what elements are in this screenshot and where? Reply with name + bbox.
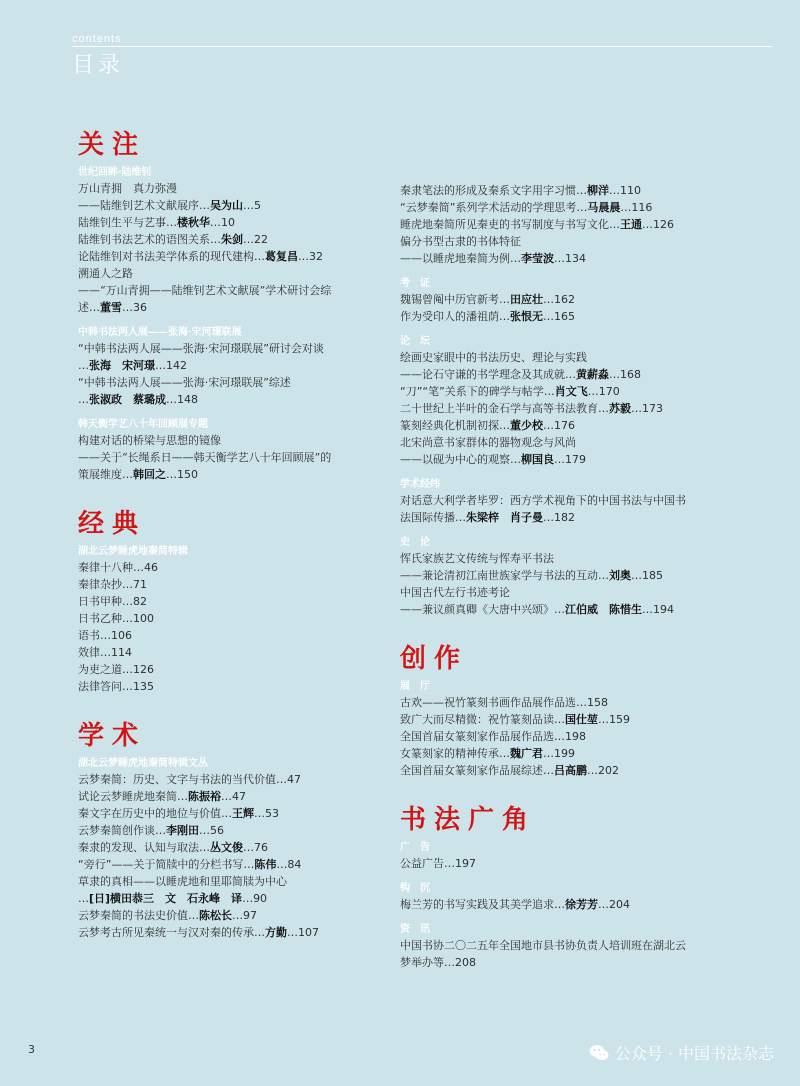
entry-page: …173 (631, 402, 663, 415)
toc-entry (78, 391, 408, 408)
entry-title: “刀”“笔”关系下的碑学与帖学… (400, 385, 555, 398)
entry-title: 中国书协二〇二五年全国地市县书协负责人培训班在湖北云 (400, 939, 686, 952)
entry-page: …126 (642, 218, 674, 231)
toc-entry (78, 559, 408, 576)
entry-title: ——论石守谦的书学理念及其成就… (400, 368, 576, 381)
toc-entry (78, 214, 408, 231)
toc-entry (400, 694, 730, 711)
entry-page: …182 (543, 511, 575, 524)
entry-page: …5 (243, 199, 261, 212)
toc-entry (78, 374, 408, 391)
section-title: 学术 (78, 721, 147, 751)
toc-entry (78, 357, 408, 374)
entry-title: 云梦秦简创作谈… (78, 824, 166, 837)
entry-author: 苏毅 (609, 402, 631, 415)
entry-title: 日书甲种…82 (78, 595, 147, 608)
entry-author: 王辉 (232, 807, 254, 820)
toc-entry (400, 216, 730, 233)
entry-page: …110 (609, 184, 641, 197)
entry-page: …90 (242, 892, 268, 905)
subsection-heading: 世纪回眸·陆维钊 (78, 167, 152, 178)
entry-author: 董少校 (510, 419, 543, 432)
entry-author: 柳国良 (521, 453, 554, 466)
toc-entry (400, 349, 730, 366)
toc-entry (400, 601, 730, 618)
entry-title: 构建对话的桥梁与思想的镜像 (78, 434, 221, 447)
entry-title: 云梦考古所见秦统一与汉对秦的传承… (78, 926, 265, 939)
toc-entry (400, 855, 730, 872)
contents-label-zh: 目录 (72, 53, 125, 78)
toc-entry (400, 745, 730, 762)
entry-title: ——关于“长绳系日——韩天衡学艺八十年回顾展”的 (78, 451, 332, 464)
entry-page: …202 (587, 764, 619, 777)
toc-entry (78, 661, 408, 678)
entry-title: 秦律杂抄…71 (78, 578, 147, 591)
entry-author: 黄薪淼 (576, 368, 609, 381)
toc-entry (78, 924, 408, 941)
toc-entry (78, 771, 408, 788)
toc-entry (78, 788, 408, 805)
toc-entry (78, 678, 408, 695)
entry-title: 对话意大利学者毕罗：西方学术视角下的中国书法与中国书 (400, 494, 686, 507)
section-title: 书法广角 (400, 805, 537, 835)
toc-entry (78, 197, 408, 214)
entry-author: 王通 (620, 218, 642, 231)
entry-author: 柳洋 (587, 184, 609, 197)
toc-entry (400, 896, 730, 913)
entry-page: …159 (598, 713, 630, 726)
toc-entry (400, 366, 730, 383)
subsection-heading: 湖北云梦睡虎地秦简特辑 (78, 546, 188, 557)
entry-page: …97 (232, 909, 257, 922)
entry-author: 刘奥 (609, 569, 631, 582)
entry-author: 楼秋华 (177, 216, 210, 229)
entry-title: “旁行”——关于简牍中的分栏书写… (78, 858, 255, 871)
entry-title: “中韩书法两人展——张海·宋河璟联展”综述 (78, 376, 291, 389)
entry-title: 睡虎地秦简所见秦吏的书写制度与书写文化… (400, 218, 620, 231)
watermark (589, 1041, 774, 1064)
entry-title: 秦隶笔法的形成及秦系文字用字习惯… (400, 184, 587, 197)
toc-entry (78, 340, 408, 357)
entry-title: 致广大而尽精微：祝竹篆刻品读… (400, 713, 565, 726)
entry-title: 效律…114 (78, 646, 132, 659)
entry-author: 张淑政 蔡璐成 (89, 393, 166, 406)
toc-entry (78, 644, 408, 661)
subsection-heading: 学术经纬 (400, 479, 440, 490)
entry-author: 陈振裕 (188, 790, 221, 803)
entry-title: 日书乙种…100 (78, 612, 154, 625)
entry-page: …176 (543, 419, 575, 432)
entry-page: …194 (642, 603, 674, 616)
toc-right-column (400, 182, 730, 971)
entry-title: 篆刻经典化机制初探… (400, 419, 510, 432)
entry-title: 作为受印人的潘祖荫… (400, 310, 510, 323)
toc-entry (78, 449, 408, 466)
entry-page: …84 (276, 858, 302, 871)
entry-title: 二十世纪上半叶的金石学与高等书法教育… (400, 402, 609, 415)
toc-entry (78, 231, 408, 248)
toc-entry (78, 890, 408, 907)
toc-entry (78, 822, 408, 839)
entry-title: 万山青拥 真力弥漫 (78, 182, 177, 195)
section-title: 创作 (400, 644, 469, 674)
entry-page: …76 (243, 841, 268, 854)
toc-entry (78, 265, 408, 282)
section-title: 关注 (78, 130, 147, 160)
toc-entry (400, 451, 730, 468)
entry-title: 魏锡曾阄中历官新考… (400, 293, 510, 306)
entry-title: 恽氏家族艺文传统与恽寿平书法 (400, 552, 554, 565)
entry-author: 韩回之 (133, 468, 166, 481)
toc-entry (78, 466, 408, 483)
entry-title: ——以砚为中心的观察… (400, 453, 521, 466)
subsection-heading: 广 告 (400, 842, 430, 853)
entry-page: …56 (199, 824, 224, 837)
contents-label-en: contents (72, 33, 122, 45)
subsection-heading: 论 坛 (400, 336, 430, 347)
entry-title: 秦文字在历史中的地位与价值… (78, 807, 232, 820)
toc-entry (78, 593, 408, 610)
subsection-heading: 钩 沉 (400, 883, 430, 894)
toc-entry (400, 550, 730, 567)
entry-title: 陆维钊书法艺术的语图关系… (78, 233, 221, 246)
entry-page: …148 (166, 393, 198, 406)
entry-author: 陈松长 (199, 909, 232, 922)
entry-page: …168 (609, 368, 641, 381)
toc-entry (78, 432, 408, 449)
entry-title: 梦举办等…208 (400, 956, 476, 969)
toc-entry (400, 492, 730, 509)
wechat-icon (589, 1044, 609, 1062)
entry-author: 徐芳芳 (565, 898, 598, 911)
entry-title: 梅兰芳的书写实践及其美学追求… (400, 898, 565, 911)
entry-title: 公益广告…197 (400, 857, 476, 870)
entry-author: 李刚田 (166, 824, 199, 837)
entry-author: 吴为山 (210, 199, 243, 212)
entry-page: …107 (287, 926, 319, 939)
entry-author: 魏广君 (510, 747, 543, 760)
toc-entry (78, 248, 408, 265)
subsection-heading: 考 证 (400, 278, 430, 289)
toc-entry (400, 291, 730, 308)
toc-entry (400, 711, 730, 728)
toc-entry (400, 954, 730, 971)
entry-title: 中国古代左行书迹考论 (400, 586, 510, 599)
toc-entry (78, 610, 408, 627)
subsection-heading: 韩天衡学艺八十年回顾展专题 (78, 419, 208, 430)
entry-title: 策展维度… (78, 468, 133, 481)
entry-author: 吕高鹏 (554, 764, 587, 777)
toc-entry (78, 576, 408, 593)
entry-title: … (78, 892, 89, 905)
entry-title: 古欢——祝竹篆刻书画作品展作品选…158 (400, 696, 608, 709)
entry-author: 田应壮 (510, 293, 543, 306)
toc-entry (78, 627, 408, 644)
entry-title: 全国首届女篆刻家作品展作品选…198 (400, 730, 586, 743)
entry-title: “云梦秦简”系列学术活动的学理思考… (400, 201, 588, 214)
entry-author: 张恨无 (510, 310, 543, 323)
entry-title: 云梦秦简：历史、文字与书法的当代价值…47 (78, 773, 301, 786)
entry-page: …165 (543, 310, 575, 323)
entry-page: …47 (221, 790, 246, 803)
entry-title: ——兼论清初江南世族家学与书法的互动… (400, 569, 609, 582)
toc-entry (400, 308, 730, 325)
toc-entry (78, 873, 408, 890)
toc-entry (400, 182, 730, 199)
watermark-text: 公众号 · 中国书法杂志 (614, 1044, 774, 1063)
toc-left-column (78, 128, 408, 941)
toc-entry (400, 434, 730, 451)
entry-page: …116 (620, 201, 653, 214)
toc-entry (400, 383, 730, 400)
entry-title: 秦隶的发现、认知与取法… (78, 841, 210, 854)
toc-entry (400, 728, 730, 745)
entry-author: 肖文飞 (554, 385, 588, 398)
entry-title: ——“万山青拥——陆维钊艺术文献展”学术研讨会综 (78, 284, 332, 297)
entry-title: 北宋尚意书家群体的器物观念与风尚 (400, 436, 576, 449)
subsection-heading: 中韩书法两人展——张海·宋河璟联展 (78, 327, 242, 338)
entry-title: 述… (78, 301, 100, 314)
toc-entry (400, 199, 730, 216)
entry-author: 董雪 (100, 301, 122, 314)
entry-author: 国仕堃 (565, 713, 598, 726)
entry-title: 论陆维钊对书法美学体系的现代建构… (78, 250, 265, 263)
entry-author: [日]横田恭三 文 石永峰 译 (89, 892, 243, 905)
entry-page: …170 (587, 385, 620, 398)
entry-author: 李莹波 (521, 252, 554, 265)
entry-page: …179 (554, 453, 586, 466)
entry-page: …185 (631, 569, 663, 582)
entry-title: … (78, 393, 89, 406)
entry-title: 为吏之道…126 (78, 663, 154, 676)
entry-title: ——兼议颜真卿《大唐中兴颂》… (400, 603, 565, 616)
entry-title: 陆维钊生平与艺事… (78, 216, 177, 229)
toc-entry (400, 762, 730, 779)
subsection-heading: 资 讯 (400, 924, 430, 935)
entry-page: …199 (543, 747, 575, 760)
toc-entry (78, 856, 408, 873)
entry-page: …36 (122, 301, 147, 314)
entry-title: 全国首届女篆刻家作品展综述… (400, 764, 554, 777)
entry-title: 法律答问…135 (78, 680, 154, 693)
toc-entry (78, 299, 408, 316)
entry-title: 秦律十八种…46 (78, 561, 158, 574)
entry-title: 溯通人之路 (78, 267, 133, 280)
entry-page: …22 (243, 233, 268, 246)
toc-entry (400, 937, 730, 954)
entry-page: …32 (298, 250, 323, 263)
page-number: 3 (28, 1043, 35, 1056)
entry-title: 语书…106 (78, 629, 132, 642)
entry-title: “中韩书法两人展——张海·宋河璟联展”研讨会对谈 (78, 342, 324, 355)
entry-title: 法国际传播… (400, 511, 466, 524)
entry-author: 朱剑 (221, 233, 243, 246)
toc-entry (78, 907, 408, 924)
entry-title: 偏分书型古隶的书体特征 (400, 235, 521, 248)
entry-author: 陈伟 (254, 858, 277, 871)
header-rule (72, 46, 772, 47)
toc-entry (400, 250, 730, 267)
toc-entry (400, 233, 730, 250)
entry-title: 草隶的真相——以睡虎地和里耶简牍为中心 (78, 875, 287, 888)
entry-author: 江伯威 陈惜生 (565, 603, 642, 616)
entry-title: 女篆刻家的精神传承… (400, 747, 510, 760)
toc-entry (78, 805, 408, 822)
toc-entry (78, 839, 408, 856)
toc-entry (78, 180, 408, 197)
entry-author: 方勤 (265, 926, 287, 939)
subsection-heading: 史 论 (400, 537, 430, 548)
entry-page: …53 (254, 807, 279, 820)
section-title: 经典 (78, 509, 147, 539)
entry-author: 马晨晨 (587, 201, 621, 214)
toc-entry (400, 567, 730, 584)
entry-author: 朱梁梓 肖子曼 (466, 511, 543, 524)
entry-title: ——陆维钊艺术文献展序… (78, 199, 210, 212)
entry-page: …142 (155, 359, 187, 372)
toc-entry (78, 282, 408, 299)
entry-page: …204 (598, 898, 630, 911)
entry-author: 张海 宋河璟 (89, 359, 155, 372)
entry-title: 绘画史家眼中的书法历史、理论与实践 (400, 351, 587, 364)
entry-page: …10 (210, 216, 235, 229)
toc-entry (400, 400, 730, 417)
toc-entry (400, 509, 730, 526)
entry-page: …162 (543, 293, 575, 306)
entry-author: 丛文俊 (210, 841, 243, 854)
toc-entry (400, 417, 730, 434)
subsection-heading: 展 厅 (400, 681, 430, 692)
entry-title: 云梦秦简的书法史价值… (78, 909, 199, 922)
toc-entry (400, 584, 730, 601)
entry-title: … (78, 359, 89, 372)
entry-page: …150 (166, 468, 198, 481)
entry-page: …134 (554, 252, 586, 265)
entry-title: 试论云梦睡虎地秦简… (78, 790, 188, 803)
subsection-heading: 湖北云梦睡虎地秦简特辑文丛 (78, 758, 208, 769)
entry-author: 葛复昌 (265, 250, 298, 263)
entry-title: ——以睡虎地秦简为例… (400, 252, 521, 265)
